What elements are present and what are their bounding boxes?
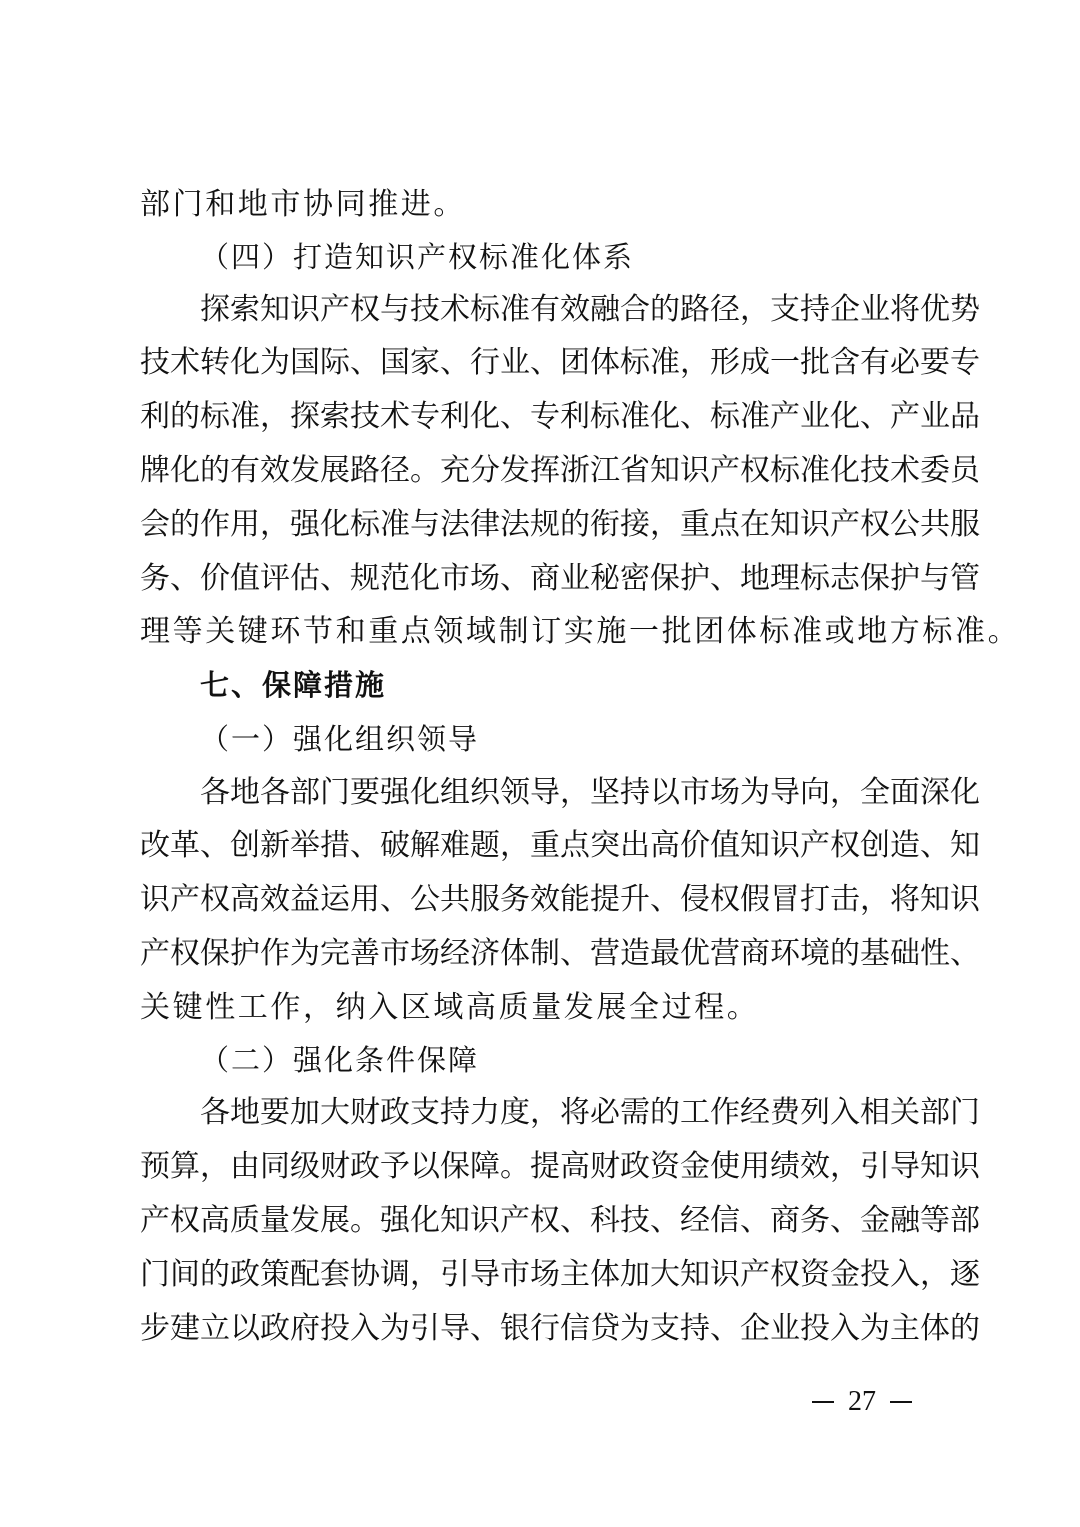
dash-right — [890, 1401, 912, 1403]
paragraph-line: 预算，由同级财政予以保障。提高财政资金使用绩效，引导知识 — [140, 1149, 980, 1184]
paragraph-line: 产权高质量发展。强化知识产权、科技、经信、商务、金融等部 — [140, 1203, 980, 1238]
paragraph-line: 各地各部门要强化组织领导，坚持以市场为导向，全面深化 — [200, 775, 980, 810]
paragraph-line: 门间的政策配套协调，引导市场主体加大知识产权资金投入，逐 — [140, 1257, 980, 1292]
paragraph-line: 技术转化为国际、国家、行业、团体标准，形成一批含有必要专 — [140, 345, 980, 380]
paragraph-line: 利的标准，探索技术专利化、专利标准化、标准产业化、产业品 — [140, 399, 980, 434]
paragraph-line: 步建立以政府投入为引导、银行信贷为支持、企业投入为主体的 — [140, 1311, 980, 1346]
chapter-heading: 七、保障措施 — [200, 668, 387, 702]
paragraph-line: 探索知识产权与技术标准有效融合的路径，支持企业将优势 — [200, 292, 980, 327]
paragraph-line: 务、价值评估、规范化市场、商业秘密保护、地理标志保护与管 — [140, 561, 980, 596]
paragraph-line: 牌化的有效发展路径。充分发挥浙江省知识产权标准化技术委员 — [140, 453, 980, 488]
paragraph-line: 理等关键环节和重点领域制订实施一批团体标准或地方标准。 — [140, 614, 1021, 649]
paragraph-line: 各地要加大财政支持力度，将必需的工作经费列入相关部门 — [200, 1095, 980, 1130]
section-heading-1: （一）强化组织领导 — [200, 722, 480, 756]
page-number-value: 27 — [848, 1386, 876, 1417]
paragraph-line: 改革、创新举措、破解难题，重点突出高价值知识产权创造、知 — [140, 828, 980, 863]
section-heading-2: （二）强化条件保障 — [200, 1043, 480, 1077]
dash-left — [812, 1401, 834, 1403]
paragraph-line: 产权保护作为完善市场经济体制、营造最优营商环境的基础性、 — [140, 936, 980, 971]
paragraph-line: 识产权高效益运用、公共服务效能提升、侵权假冒打击，将知识 — [140, 882, 980, 917]
page-number — [812, 1382, 912, 1422]
paragraph-line: 关键性工作，纳入区域高质量发展全过程。 — [140, 990, 760, 1025]
paragraph-line: 部门和地市协同推进。 — [140, 187, 466, 222]
section-heading-4: （四）打造知识产权标准化体系 — [200, 240, 635, 274]
paragraph-line: 会的作用，强化标准与法律法规的衔接，重点在知识产权公共服 — [140, 507, 980, 542]
